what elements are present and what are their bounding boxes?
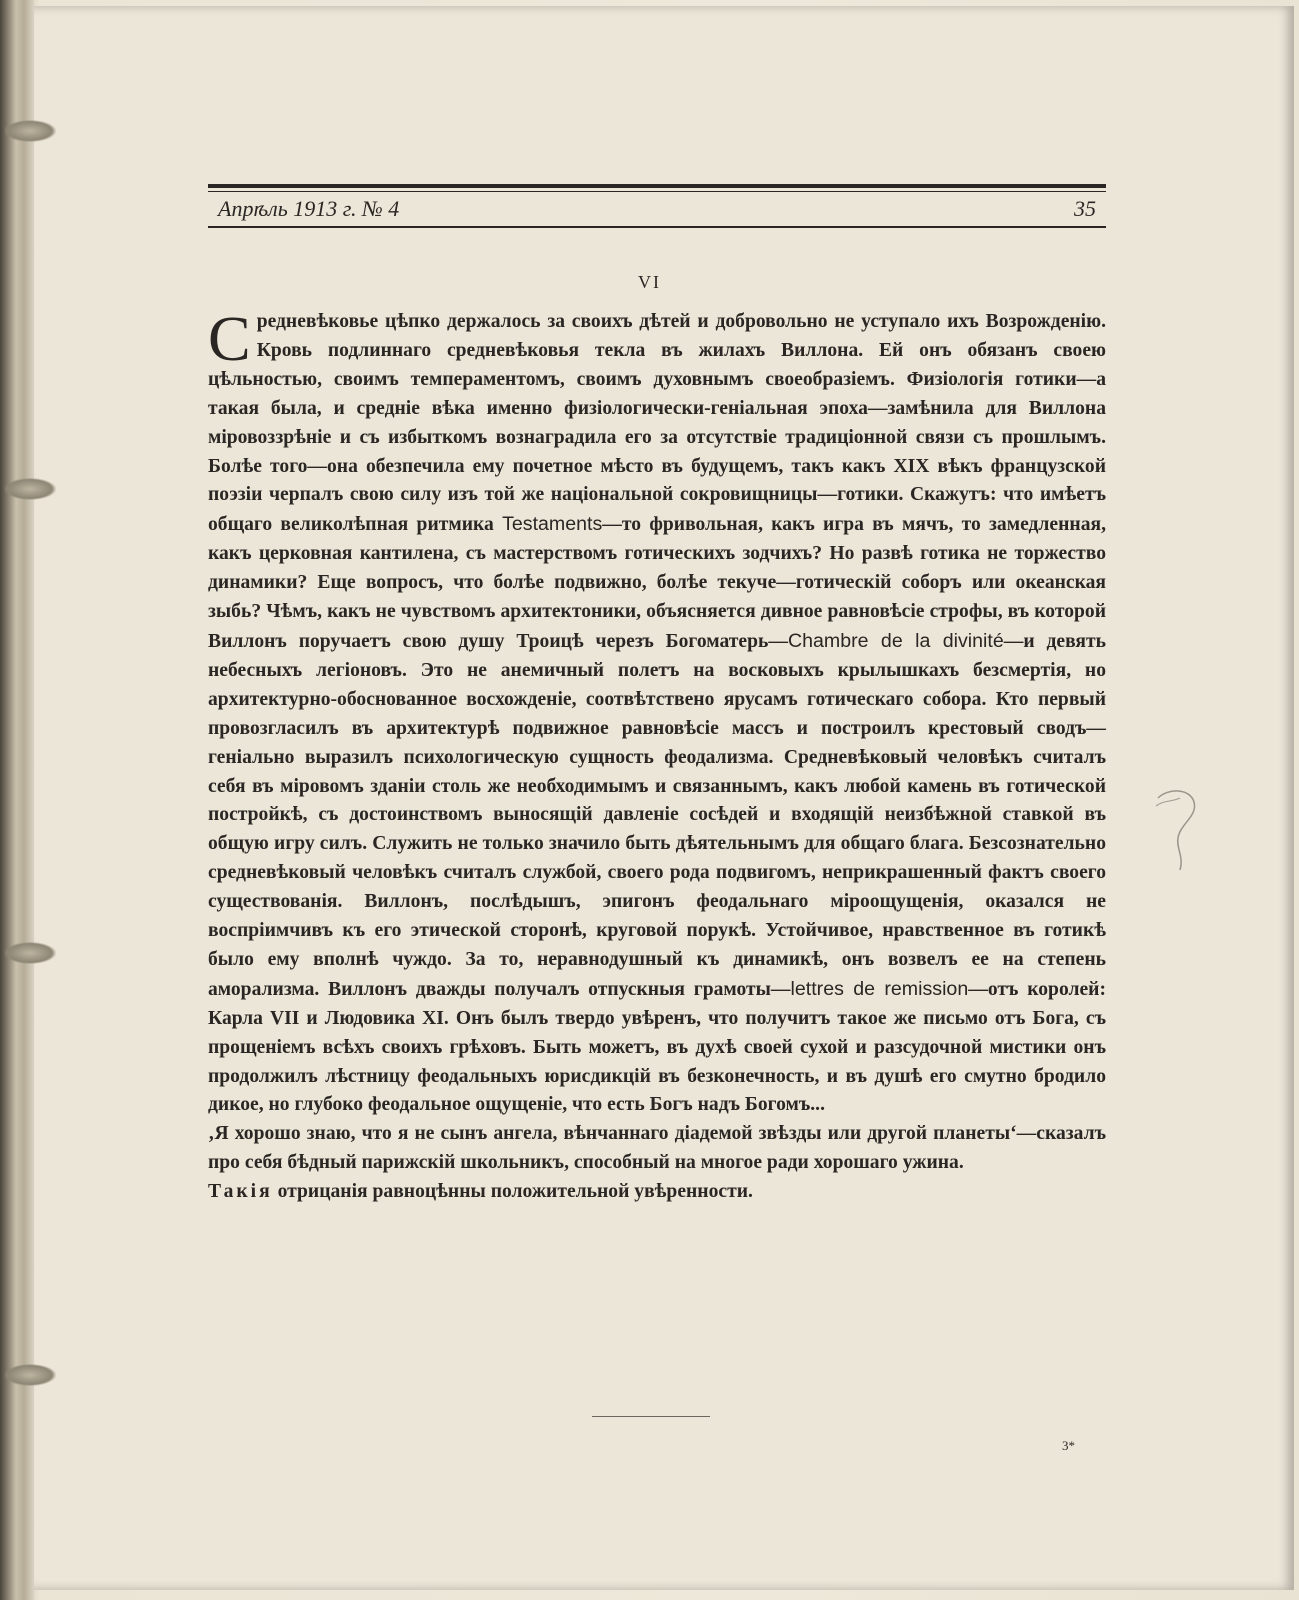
paragraph-final: [208, 1178, 1106, 1207]
binding-thread: [4, 942, 56, 964]
text-segment: отрицанія равноцѣнны положительной увѣренности.: [272, 1181, 753, 1203]
text-segment: —то фривольная, какъ игра въ мячъ, то замедленная, какъ церковная кантилена, съ мастерствомъ готическихъ зодчихъ? Но развѣ готика не торжество динамики? Еще вопросъ, что болѣе подвижно, болѣе текуче—готическій соборъ или океанская зыбь? Чѣмъ, какъ не чувствомъ архитектоники, объясняется дивное равновѣсіе строфы, въ которой Виллонъ поручаетъ свою душу Троицѣ черезъ Богоматерь—: [208, 514, 1106, 652]
paragraph-main: [208, 303, 1106, 1120]
running-header: [208, 184, 1106, 228]
end-rule: [592, 1416, 710, 1417]
paragraph-quote: ‚Я хорошо знаю, что я не сынъ ангела, вѣнчаннаго діадемой звѣзды или другой планеты‘—сказалъ про себя бѣдный парижскій школьникъ, способный на многое ради хорошаго ужина.: [208, 1123, 1106, 1174]
latin-phrase-testaments: Testaments: [502, 513, 603, 536]
header-rule-top: [208, 184, 1106, 192]
issue-date: Апрѣль 1913 г. № 4: [218, 196, 400, 221]
header-row: [208, 192, 1106, 226]
text-segment: —и девять небесныхъ легіоновъ. Это не анемичный полетъ на восковыхъ крылышкахъ безсмертія, но архитектурно-обоснованное восхожденіе, соотвѣтствено ярусамъ готическаго собора. Кто первый провозгласилъ въ архитектурѣ подвижное равновѣсіе массъ и построилъ крестовый сводъ—геніально выразилъ психологическую сущность феодализма. Средневѣковый человѣкъ считалъ себя въ міровомъ зданіи столь же необходимымъ и связаннымъ, какъ любой камень въ готической постройкѣ, съ достоинствомъ выносящій давленіе сосѣдей и входящій неизбѣжной ставкой въ общую игру силъ. Служить не только значило быть дѣятельнымъ для общаго блага. Безсознательно средневѣковый человѣкъ считалъ службой, своего рода подвигомъ, неприкрашенный фактъ своего существованія. Виллонъ, послѣдышъ, эпигонъ феодальнаго міроощущенія, оказался не воспріимчивъ къ его этической сторонѣ, круговой порукѣ. Устойчивое, нравственное въ готикѣ было ему вполнѣ чуждо. За то, неравнодушный къ динамикѣ, онъ возвелъ ее на степень аморализма. Виллонъ дважды получалъ отпускныя грамоты—: [208, 630, 1106, 1000]
text-segment: редневѣковье цѣпко держалось за своихъ дѣтей и добровольно не уступало ихъ Возрожденію. Кровь подлиннаго средневѣковья текла въ жилахъ Виллона. Ей онъ обязанъ своею цѣльностью, своимъ темпераментомъ, своимъ духовнымъ своеобразіемъ. Физіологія готики—а такая была, и средніе вѣка именно физіологически-геніальная эпоха—замѣнила для Виллона міровоззрѣніе и съ избыткомъ вознаградила его за отсутствіе традиціонной связи съ прошлымъ. Болѣе того—она обезпечила ему почетное мѣсто въ будущемъ, такъ какъ XIX вѣкъ французской поэзіи черпалъ свою силу изъ той же національной сокровищницы—готики. Скажутъ: что имѣетъ общаго великолѣпная ритмика: [208, 311, 1106, 536]
spaced-word: Такія: [208, 1181, 273, 1203]
pencil-mark: [1150, 786, 1210, 876]
drop-cap: С: [208, 303, 251, 374]
binding-thread: [4, 1364, 56, 1386]
binding-thread: [4, 120, 56, 142]
latin-phrase-lettres: lettres de remission: [790, 977, 969, 1000]
header-rule-bottom: [208, 226, 1106, 228]
latin-phrase-chambre: Chambre de la divinité: [787, 629, 1004, 652]
article-body: [208, 303, 1106, 1207]
section-number: VI: [638, 272, 661, 292]
printer-signature: 3*: [1062, 1438, 1075, 1453]
binding-thread: [4, 478, 56, 500]
book-binding: [0, 0, 34, 1600]
page-number: 35: [1074, 196, 1096, 221]
text-segment: —отъ королей: Карла VII и Людовика XI. Онъ былъ твердо увѣренъ, что получитъ такое же письмо отъ Бога, съ прощеніемъ всѣхъ своихъ грѣховъ. Быть можетъ, въ духѣ своей сухой и разсудочной мистики онъ продолжилъ лѣстницу феодальныхъ юрисдикцій въ безконечность, и въ душѣ его смутно бродило дикое, но глубоко феодальное ощущеніе, что есть Богъ надъ Богомъ...: [208, 978, 1106, 1116]
